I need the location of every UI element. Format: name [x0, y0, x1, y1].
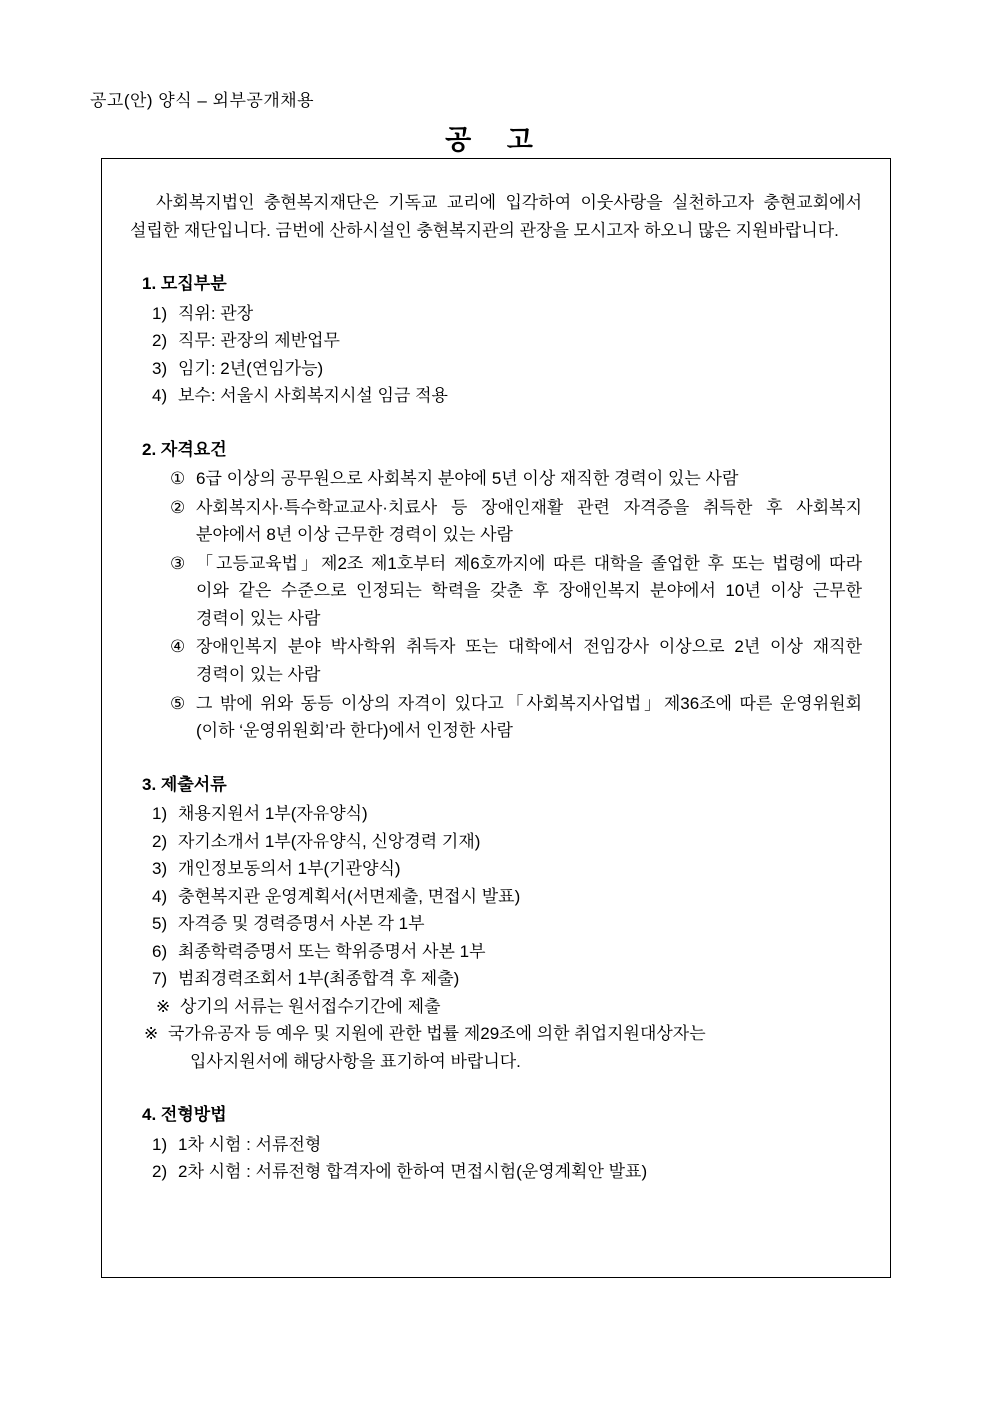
list-item: [152, 800, 862, 828]
list-text: 「고등교육법」제2조 제1호부터 제6호까지에 따른 대학을 졸업한 후 또는 법령에 따라 이와 같은 수준으로 인정되는 학력을 갖춘 후 장애인복지 분야에서 10년 이상 근무한 경력이 있는 사람: [196, 553, 862, 628]
section-title: [142, 270, 862, 298]
section-number: 3.: [142, 774, 157, 794]
list-marker: ④: [170, 637, 186, 657]
list-text: 2차 시험 : 서류전형 합격자에 한하여 면접시험(운영계획안 발표): [178, 1162, 648, 1182]
list-text: 그 밖에 위와 동등 이상의 자격이 있다고「사회복지사업법」제36조에 따른 운영위원회(이하 ‘운영위원회’라 한다)에서 인정한 사람: [196, 693, 862, 741]
list-marker: 1): [152, 1134, 168, 1154]
list-text: 채용지원서 1부(자유양식): [178, 804, 368, 824]
list-item: [152, 300, 862, 328]
section-documents: [130, 771, 862, 1076]
list-item: [170, 494, 862, 549]
list-item: [170, 550, 862, 633]
section-title: [142, 771, 862, 799]
list-text: 보수: 서울시 사회복지시설 임금 적용: [178, 386, 448, 406]
note-line: [156, 993, 862, 1021]
section-heading: 제출서류: [160, 774, 227, 794]
list-marker: 6): [152, 941, 168, 961]
list-item: [152, 1158, 862, 1186]
section-items: [130, 300, 862, 410]
section-heading: 모집부분: [160, 274, 227, 294]
list-item: [152, 855, 862, 883]
list-item: [152, 828, 862, 856]
list-item: [152, 382, 862, 410]
list-item: [152, 910, 862, 938]
section-number: 1.: [142, 274, 157, 294]
list-marker: 2): [152, 331, 168, 351]
announcement-body: [102, 159, 890, 1186]
announcement-frame: [101, 158, 891, 1278]
section-selection-method: [130, 1101, 862, 1186]
section-heading: 자격요건: [160, 439, 227, 459]
list-marker: 4): [152, 386, 168, 406]
section-number: 2.: [142, 439, 157, 459]
list-text: 사회복지사·특수학교교사·치료사 등 장애인재활 관련 자격증을 취득한 후 사회복지 분야에서 8년 이상 근무한 경력이 있는 사람: [196, 497, 862, 545]
list-marker: ②: [170, 497, 186, 517]
list-text: 직무: 관장의 제반업무: [178, 331, 340, 351]
list-item: [152, 1131, 862, 1159]
page-title: 공 고: [445, 125, 547, 155]
note-line: [144, 1020, 862, 1048]
list-item: [152, 327, 862, 355]
list-marker: 2): [152, 1162, 168, 1182]
list-marker: 3): [152, 859, 168, 879]
intro-paragraph: 사회복지법인 충현복지재단은 기독교 교리에 입각하여 이웃사랑을 실천하고자 충현교회에서 설립한 재단입니다. 금번에 산하시설인 충현복지관의 관장을 모시고자 하오니 많은 지원바랍니다.: [130, 193, 862, 240]
list-marker: ⑤: [170, 693, 186, 713]
list-text: 자기소개서 1부(자유양식, 신앙경력 기재): [178, 831, 481, 851]
list-text: 임기: 2년(연임가능): [178, 358, 324, 378]
note-text: 상기의 서류는 원서접수기간에 제출: [180, 996, 441, 1016]
list-item: [170, 465, 862, 493]
list-item: [152, 938, 862, 966]
list-marker: 4): [152, 886, 168, 906]
list-marker: 3): [152, 358, 168, 378]
list-marker: 5): [152, 914, 168, 934]
list-text: 6급 이상의 공무원으로 사회복지 분야에 5년 이상 재직한 경력이 있는 사람: [196, 469, 739, 489]
list-text: 1차 시험 : 서류전형: [178, 1134, 322, 1154]
section-title: [142, 1101, 862, 1129]
section-heading: 전형방법: [160, 1105, 227, 1125]
section-number: 4.: [142, 1105, 157, 1125]
note-marker: ※: [156, 996, 171, 1016]
note-continuation: 입사지원서에 해당사항을 표기하여 바랍니다.: [190, 1051, 521, 1071]
note-text: 국가유공자 등 예우 및 지원에 관한 법률 제29조에 의한 취업지원대상자는: [168, 1024, 706, 1044]
list-text: 최종학력증명서 또는 학위증명서 사본 1부: [178, 941, 486, 961]
list-text: 장애인복지 분야 박사학위 취득자 또는 대학에서 전임강사 이상으로 2년 이상 재직한 경력이 있는 사람: [196, 637, 862, 684]
list-item: [170, 633, 862, 688]
list-item: [170, 690, 862, 745]
list-marker: 1): [152, 804, 168, 824]
section-title: [142, 436, 862, 464]
section-items: [130, 465, 862, 744]
list-marker: ③: [170, 553, 186, 573]
list-text: 범죄경력조회서 1부(최종합격 후 제출): [178, 969, 460, 989]
list-text: 자격증 및 경력증명서 사본 각 1부: [178, 914, 425, 934]
list-marker: 2): [152, 831, 168, 851]
form-type-note: 공고(안) 양식 – 외부공개채용: [90, 91, 315, 110]
list-marker: 7): [152, 969, 168, 989]
list-text: 직위: 관장: [178, 303, 254, 323]
section-recruitment: [130, 270, 862, 410]
list-text: 충현복지관 운영계획서(서면제출, 면접시 발표): [178, 886, 521, 906]
section-items: [130, 1131, 862, 1186]
section-qualifications: [130, 436, 862, 745]
list-marker: ①: [170, 469, 186, 489]
list-item: [152, 883, 862, 911]
section-items: [130, 800, 862, 993]
list-item: [152, 965, 862, 993]
list-item: [152, 355, 862, 383]
note-marker: ※: [144, 1024, 159, 1044]
list-text: 개인정보동의서 1부(기관양식): [178, 859, 401, 879]
list-marker: 1): [152, 303, 168, 323]
